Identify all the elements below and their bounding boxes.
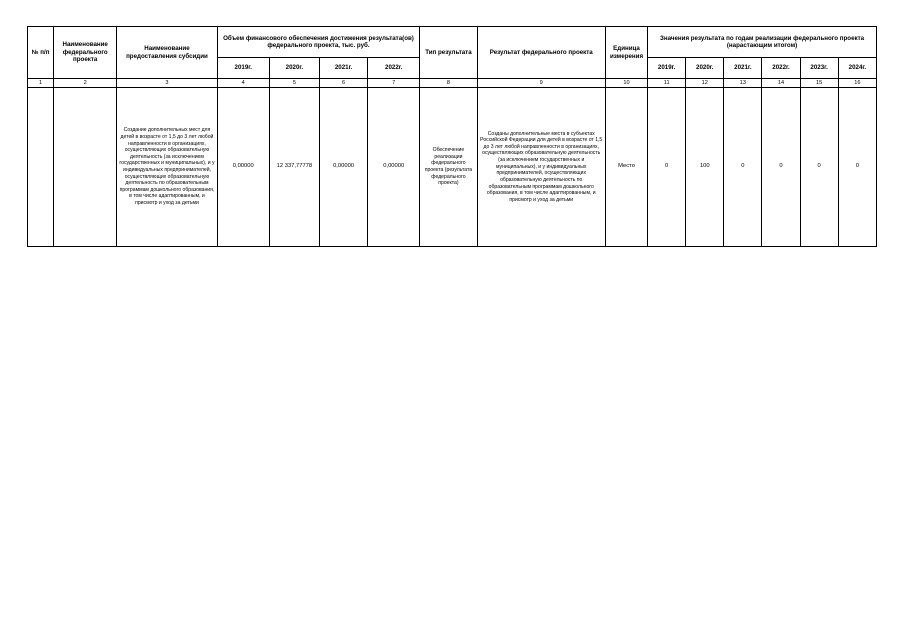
header-finance-year: 2020г. [269,58,319,79]
column-number: 15 [800,79,838,88]
unit-cell: Место [605,88,647,247]
column-number: 1 [28,79,54,88]
column-number: 16 [838,79,876,88]
value-cell: 0 [648,88,686,247]
column-number: 11 [648,79,686,88]
federal-project-results-table [27,26,877,247]
value-cell: 0 [724,88,762,247]
column-number: 8 [420,79,477,88]
column-number: 12 [686,79,724,88]
header-value-year: 2021г. [724,58,762,79]
column-number: 7 [368,79,420,88]
header-subsidy-name: Наименование предоставления субсидии [117,27,217,79]
header-number: № п/п [28,27,54,79]
project-name-cell [54,88,117,247]
header-value-year: 2022г. [762,58,800,79]
header-unit: Единица измерения [605,27,647,79]
value-cell: 0 [800,88,838,247]
value-cell: 100 [686,88,724,247]
finance-cell: 0,00000 [217,88,269,247]
column-number: 2 [54,79,117,88]
column-number: 13 [724,79,762,88]
result-type-cell: Обеспечение реализации федерального проекта (результата федерального проекта) [420,88,477,247]
result-cell: Созданы дополнительные места в субъектах Российской Федерации для детей в возрасте от 1,5 до 3 лет любой направленности в организациях, осуществляющих образовательную деятельность (за исключением государственных и муниципальных), и у индивидуальных предпринимателей, осуществляющих образовательную деятельность по образовательным программам дошкольного образования, в том числе адаптированным, и присмотр и уход за детьми [477,88,605,247]
table-row [28,88,877,247]
column-number: 10 [605,79,647,88]
header-values-group: Значения результата по годам реализации федерального проекта (нарастающим итогом) [648,27,877,58]
column-number-row [28,79,877,88]
subsidy-name-cell: Создание дополнительных мест для детей в возрасте от 1,5 до 3 лет любой направленности в организациях, осуществляющих образовательную деятельность (за исключением государственных и муниципальных), и у индивидуальных предпринимателей, осуществляющих образовательную деятельность по образовательным программам дошкольного образования, в том числе адаптированным, и присмотр и уход за детьми [117,88,217,247]
header-value-year: 2020г. [686,58,724,79]
header-project-name: Наименование федерального проекта [54,27,117,79]
finance-cell: 12 337,77778 [269,88,319,247]
column-number: 3 [117,79,217,88]
header-value-year: 2019г. [648,58,686,79]
value-cell: 0 [838,88,876,247]
column-number: 14 [762,79,800,88]
header-finance-year: 2019г. [217,58,269,79]
row-number-cell [28,88,54,247]
header-result: Результат федерального проекта [477,27,605,79]
header-value-year: 2024г. [838,58,876,79]
column-number: 6 [319,79,367,88]
header-finance-group: Объем финансового обеспечения достижения результата(ов) федерального проекта, тыс. руб. [217,27,420,58]
finance-cell: 0,00000 [319,88,367,247]
column-number: 5 [269,79,319,88]
header-finance-year: 2021г. [319,58,367,79]
header-value-year: 2023г. [800,58,838,79]
finance-cell: 0,00000 [368,88,420,247]
header-result-type: Тип результата [420,27,477,79]
column-number: 9 [477,79,605,88]
column-number: 4 [217,79,269,88]
value-cell: 0 [762,88,800,247]
header-finance-year: 2022г. [368,58,420,79]
